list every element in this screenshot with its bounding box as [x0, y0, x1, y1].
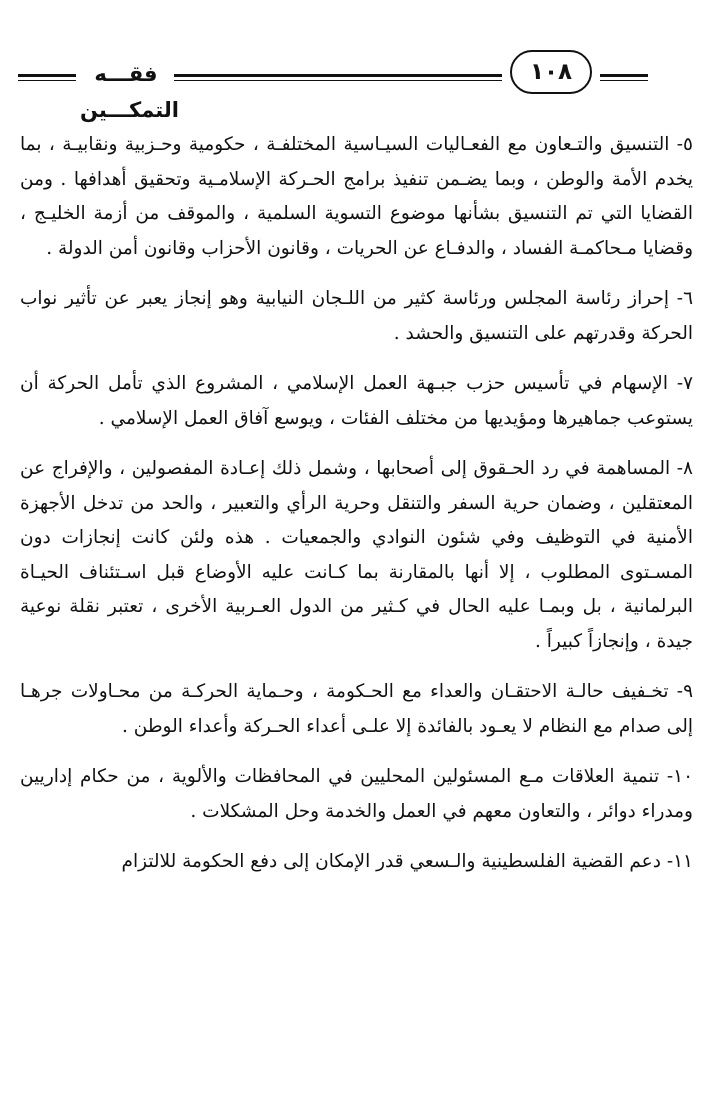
item-number: ٨-	[676, 458, 693, 479]
item-text: المساهمة في رد الحـقوق إلى أصحابها ، وشمل ذلك إعـادة المفصولين ، والإفراج عن المعتقلين ، وضمان حرية السفر والتنقل وحرية الرأي والتعبير ، والحد من تدخل الأجهزة الأمنية في التوظيف وفي شئون النوادي والجمعيات . هذه ولئن كانت إنجازات دون المسـتوى المطلوب ، إلا أنها بالمقارنة بما كـانت عليه الأوضاع قبل اسـتئناف الحيـاة البرلمانية ، بل وبمـا عليه الحال في كـثير من الدول العـربية الأخرى ، تعتبر نقلة نوعية جيدة ، وإنجازاً كبيراً .	[20, 458, 693, 652]
item-text: إحراز رئاسة المجلس ورئاسة كثير من اللـجان النيابية وهو إنجاز يعبر عن تأثير نواب الحركة وقدرتهم على التنسيق والحشد .	[20, 288, 693, 344]
item-text: تنمية العلاقات مـع المسئولين المحليين في المحافظات والألوية ، من حكام إداريين ومدراء دوائر ، والتعاون معهم في العمل والخدمة وحل المشكلات .	[20, 766, 693, 822]
item-number: ١١-	[666, 851, 693, 872]
item-text: دعم القضية الفلسطينية والـسعي قدر الإمكان إلى دفع الحكومة للالتزام	[121, 851, 661, 872]
item-number: ٦-	[676, 288, 693, 309]
list-item-5	[20, 128, 693, 266]
header-rule-middle	[174, 74, 502, 77]
body-text	[20, 128, 693, 896]
item-number: ١٠-	[666, 766, 694, 787]
list-item-7	[20, 367, 693, 436]
list-item-6	[20, 282, 693, 351]
header-rule-left	[18, 74, 76, 77]
item-text: تخـفيف حالـة الاحتقـان والعداء مع الحـكومة ، وحـماية الحركـة من محـاولات جرهـا إلى صدام مع النظام لا يعـود بالفائدة إلا علـى أعداء الحـركة وأعداء الوطن .	[20, 681, 693, 737]
page-header	[0, 48, 713, 122]
item-text: التنسيق والتـعاون مع الفعـاليات السيـاسية المختلفـة ، حكومية وحـزبية ونقابيـة ، بما يخدم الأمة والوطن ، وبما يضـمن تنفيذ برامج الحـركة الإسلامـية وتحقيق أهدافها . ومن القضايا التي تم التنسيق بشأنها موضوع التسوية السلمية ، والموقف من أزمة الخليـج ، وقضايا مـحاكمـة الفساد ، والدفـاع عن الحريات ، وقانون الأحزاب وقانون أمن الدولة .	[20, 134, 693, 259]
list-item-10	[20, 760, 693, 829]
item-number: ٥-	[676, 134, 693, 155]
item-text: الإسهام في تأسيس حزب جبـهة العمل الإسلامي ، المشروع الذي تأمل الحركة أن يستوعب جماهيرها ومؤيديها من مختلف الفئات ، ويوسع آفاق العمل الإسلامي .	[20, 373, 693, 429]
list-item-9	[20, 675, 693, 744]
page-number: ١٠٨	[510, 50, 592, 94]
list-item-8	[20, 452, 693, 659]
item-number: ٩-	[676, 681, 693, 702]
running-title: فقـــه التمكـــين	[80, 62, 179, 122]
header-rule-right	[600, 74, 648, 77]
item-number: ٧-	[676, 373, 694, 394]
list-item-11	[20, 845, 693, 880]
